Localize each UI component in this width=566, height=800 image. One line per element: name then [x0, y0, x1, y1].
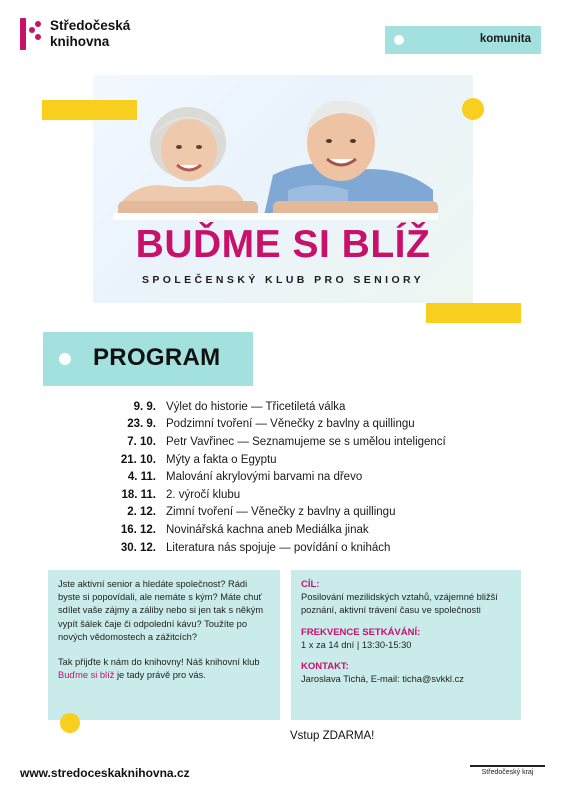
schedule-event: Literatura nás spojuje — povídání o knihách [166, 541, 391, 554]
schedule-date: 18. 11. [121, 488, 156, 501]
frequency-heading: FREKVENCE SETKÁVÁNÍ: [301, 626, 421, 638]
schedule-row [100, 433, 520, 451]
schedule-row [100, 416, 520, 434]
library-logo-icon [20, 18, 42, 50]
free-entry-note: Vstup ZDARMA! [290, 730, 375, 742]
region-logo: Středočeský kraj [470, 765, 545, 779]
invitation-cta-after: je tady právě pro vás. [114, 670, 206, 681]
contact-heading: KONTAKT: [301, 661, 349, 673]
schedule-date: 30. 12. [120, 541, 156, 554]
tag-dot [394, 35, 404, 45]
logo-line-1: Středočeská [50, 18, 131, 33]
details-box [291, 570, 521, 720]
category-tag [385, 26, 541, 54]
invitation-box [48, 570, 280, 720]
library-logo [20, 18, 130, 50]
schedule-event: 2. výročí klubu [166, 488, 241, 501]
hero-title: BUĎME SI BLÍŽ [135, 223, 431, 266]
schedule-date: 23. 9. [127, 418, 156, 431]
invitation-cta-before: Tak přijďte k nám do knihovny! Náš knihovní klub [58, 657, 260, 668]
program-heading-box [43, 332, 253, 386]
schedule-row [100, 539, 520, 557]
club-name-highlight: Buďme si blíž [58, 670, 115, 681]
invitation-cta [58, 656, 270, 682]
schedule-row [100, 504, 520, 522]
goal-heading: CÍL: [301, 579, 320, 590]
schedule-date: 9. 9. [133, 400, 156, 413]
contact-text: Jaroslava Tichá, E-mail: ticha@svkkl.cz [301, 674, 464, 685]
decor-yellow-dot [60, 713, 80, 733]
schedule-date: 7. 10. [127, 435, 156, 448]
schedule-event: Výlet do historie — Třicetiletá válka [166, 400, 346, 413]
schedule-event: Zimní tvoření — Věnečky z bavlny a quillingu [166, 506, 396, 519]
schedule-event: Malování akrylovými barvami na dřevo [166, 471, 363, 484]
schedule-event: Podzimní tvoření — Věnečky z bavlny a quillingu [166, 418, 415, 431]
program-schedule [100, 398, 520, 556]
schedule-row [100, 486, 520, 504]
schedule-event: Novinářská kachna aneb Mediálka jinak [166, 523, 369, 536]
schedule-date: 2. 12. [127, 506, 156, 519]
program-dot [59, 353, 71, 365]
schedule-date: 21. 10. [120, 453, 156, 466]
goal-text: Posilování mezilidských vztahů, vzájemné bližší poznání, aktivní trávení času ve společnosti [301, 592, 498, 616]
program-title: PROGRAM [93, 344, 221, 371]
schedule-row [100, 451, 520, 469]
schedule-date: 16. 12. [120, 523, 156, 536]
category-tag-label: komunita [479, 33, 531, 45]
schedule-row [100, 521, 520, 539]
frequency-text: 1 x za 14 dní | 13:30-15:30 [301, 639, 412, 650]
invitation-text: Jste aktivní senior a hledáte společnost? Rádi byste si popovídali, ale nemáte s kým? Máte chuť sdílet vaše zájmy a záliby nebo si jen tak s někým vypít šálek čaje či odpolední kávu? Toužíte po nových vědomostech a zážitcích? [58, 579, 264, 642]
decor-yellow-bar-2 [426, 303, 521, 323]
logo-line-2: knihovna [50, 34, 110, 49]
hero-subtitle: SPOLEČENSKÝ KLUB PRO SENIORY [141, 274, 425, 286]
schedule-date: 4. 11. [127, 471, 156, 484]
schedule-row [100, 398, 520, 416]
schedule-row [100, 468, 520, 486]
library-logo-text [50, 18, 130, 50]
schedule-event: Petr Vavřinec — Seznamujeme se s umělou inteligencí [166, 435, 446, 448]
website-url[interactable]: www.stredoceskaknihovna.cz [20, 766, 190, 780]
seniors-photo [113, 95, 438, 220]
schedule-event: Mýty a fakta o Egyptu [166, 453, 277, 466]
decor-yellow-circle [462, 98, 484, 120]
